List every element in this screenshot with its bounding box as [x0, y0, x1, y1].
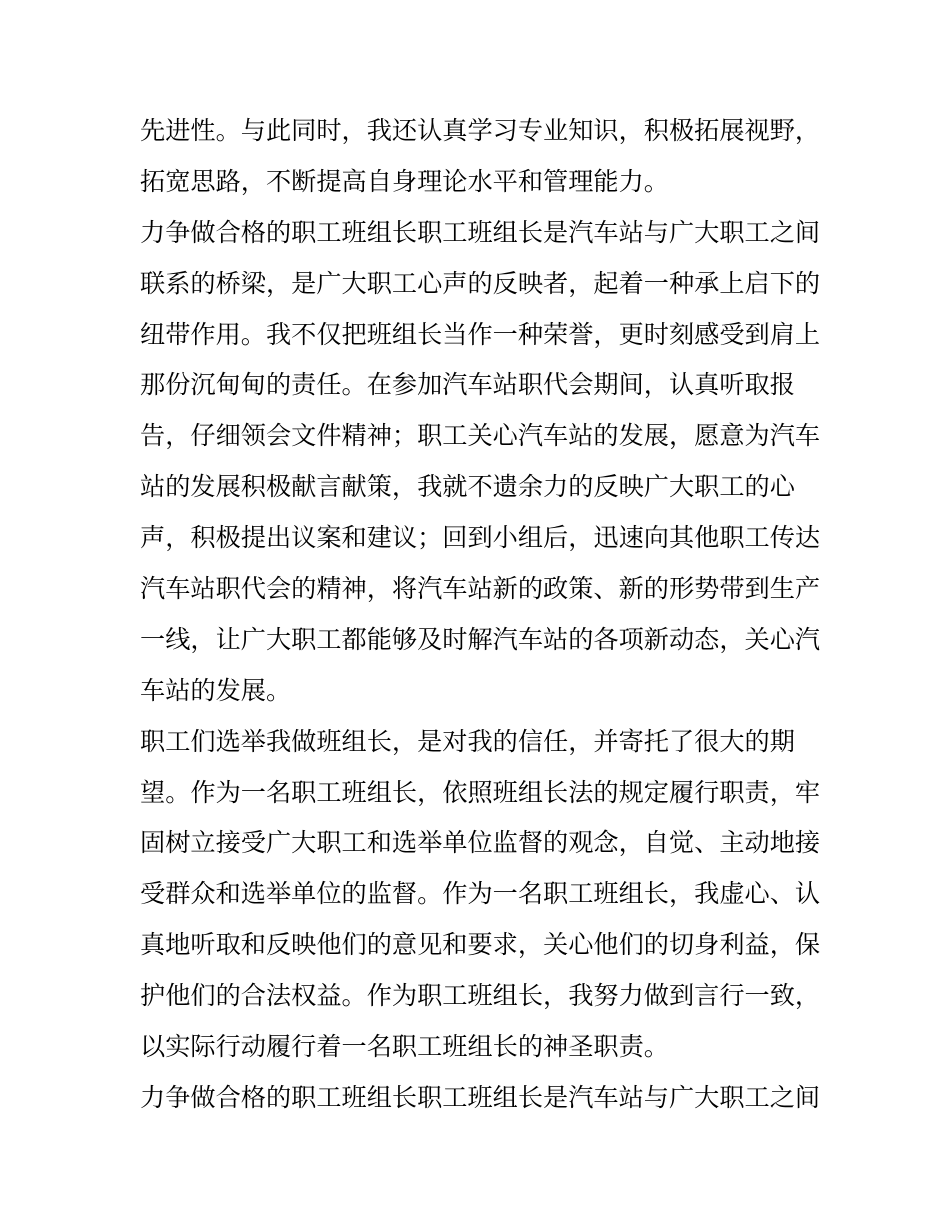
text-line: 声，积极提出议案和建议；回到小组后，迅速向其他职工传达 — [140, 523, 821, 553]
text-line: 职工们选举我做班组长，是对我的信任，并寄托了很大的期 — [140, 726, 795, 756]
text-line: 受群众和选举单位的监督。作为一名职工班组长，我虚心、认 — [140, 879, 821, 909]
text-line: 真地听取和反映他们的意见和要求，关心他们的切身利益，保 — [140, 930, 821, 960]
text-line: 望。作为一名职工班组长，依照班组长法的规定履行职责，牢 — [140, 777, 821, 807]
text-line: 车站的发展。 — [140, 675, 292, 705]
text-line: 一线，让广大职工都能够及时解汽车站的各项新动态，关心汽 — [140, 624, 821, 654]
text-line: 护他们的合法权益。作为职工班组长，我努力做到言行一致， — [140, 981, 821, 1011]
text-line: 那份沉甸甸的责任。在参加汽车站职代会期间，认真听取报 — [140, 370, 795, 400]
text-line: 固树立接受广大职工和选举单位监督的观念，自觉、主动地接 — [140, 828, 821, 858]
text-line: 纽带作用。我不仅把班组长当作一种荣誉，更时刻感受到肩上 — [140, 319, 821, 349]
text-line: 站的发展积极献言献策，我就不遗余力的反映广大职工的心 — [140, 472, 795, 502]
text-line: 以实际行动履行着一名职工班组长的神圣职责。 — [140, 1032, 669, 1062]
text-line: 告，仔细领会文件精神；职工关心汽车站的发展，愿意为汽车 — [140, 421, 821, 451]
text-line: 力争做合格的职工班组长职工班组长是汽车站与广大职工之间 — [140, 1082, 821, 1112]
document-body — [140, 106, 821, 1124]
text-line: 汽车站职代会的精神，将汽车站新的政策、新的形势带到生产 — [140, 574, 821, 604]
text-line: 先进性。与此同时，我还认真学习专业知识，积极拓展视野， — [140, 116, 821, 145]
text-line: 拓宽思路，不断提高自身理论水平和管理能力。 — [140, 166, 669, 196]
text-line: 力争做合格的职工班组长职工班组长是汽车站与广大职工之间 — [140, 217, 821, 247]
text-line: 联系的桥梁，是广大职工心声的反映者，起着一种承上启下的 — [140, 268, 821, 298]
